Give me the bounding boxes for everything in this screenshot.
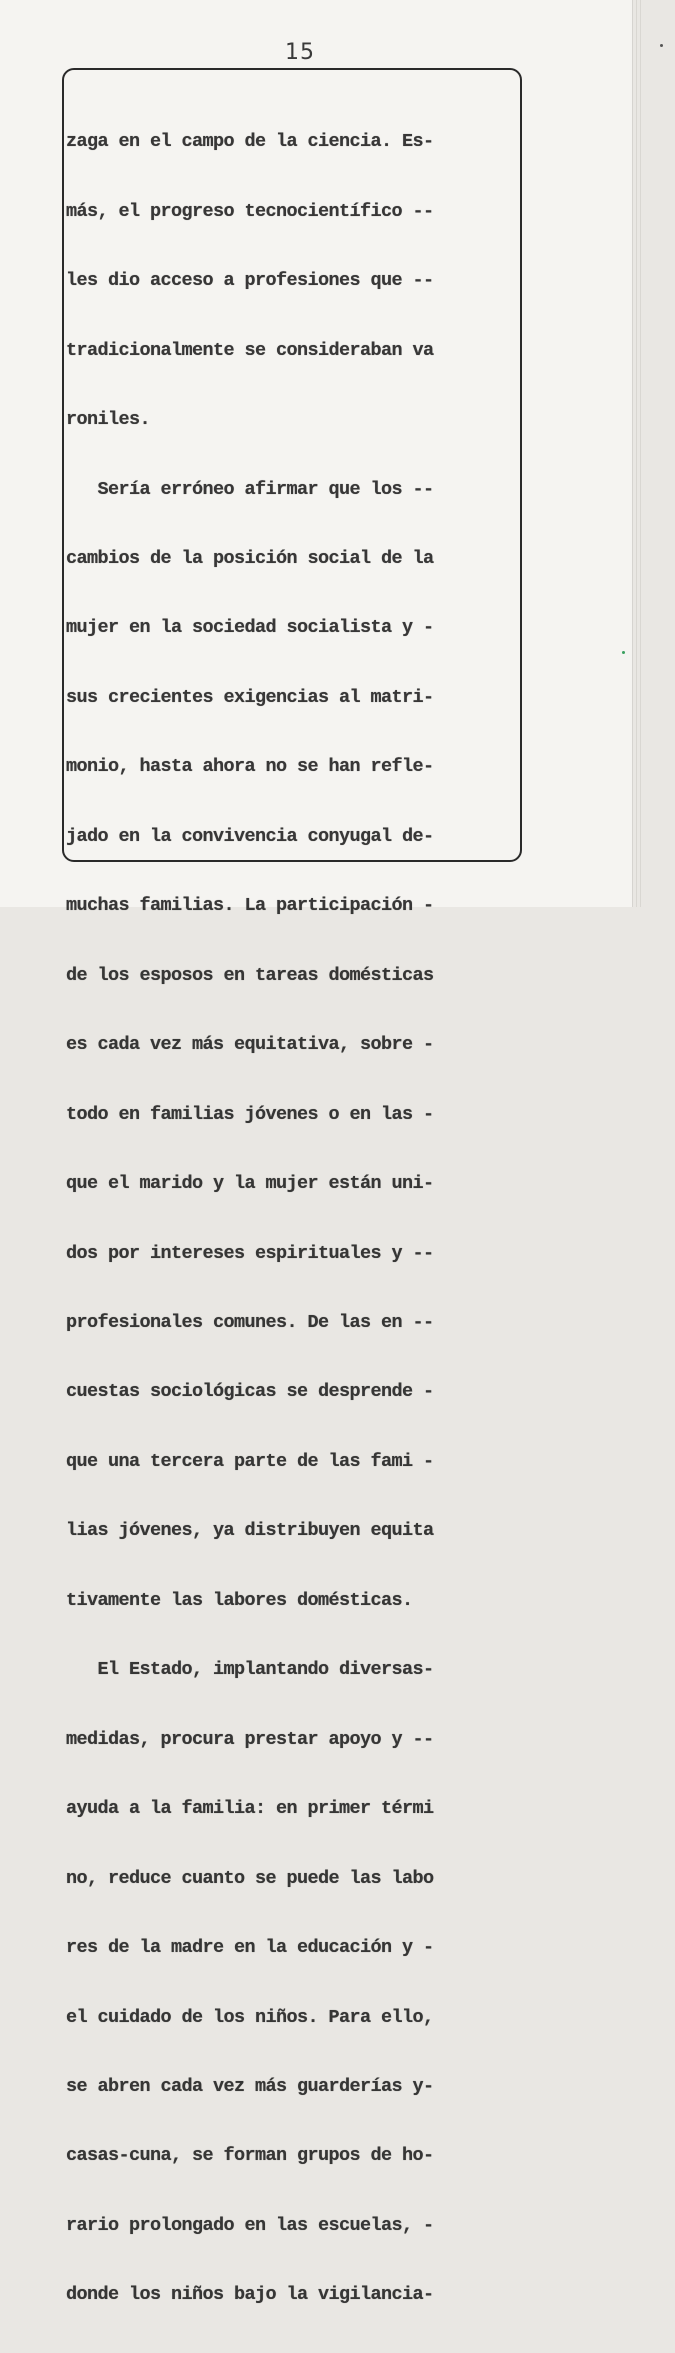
text-line: todo en familias jóvenes o en las -: [66, 1103, 434, 1125]
text-line: lias jóvenes, ya distribuyen equita: [66, 1520, 434, 1542]
text-line: se abren cada vez más guarderías y-: [66, 2076, 434, 2097]
text-line: dos por intereses espirituales y --: [66, 1242, 434, 1264]
text-line: tivamente las labores domésticas.: [66, 1589, 413, 1611]
text-line: res de la madre en la educación y -: [66, 1937, 434, 1959]
text-line: es cada vez más equitativa, sobre -: [66, 1034, 434, 1056]
text-line: que una tercera parte de las fami -: [66, 1450, 434, 1472]
text-line: muchas familias. La participación -: [66, 895, 434, 917]
text-line: cambios de la posición social de la: [66, 548, 434, 570]
ink-speck: [660, 44, 663, 47]
text-line: profesionales comunes. De las en --: [66, 1312, 434, 1334]
text-line: ayuda a la familia: en primer térmi: [66, 1798, 434, 1820]
text-line: Sería erróneo afirmar que los --: [66, 478, 434, 500]
text-line: zaga en el campo de la ciencia. Es-: [66, 131, 434, 153]
text-line: rario prolongado en las escuelas, -: [66, 2214, 434, 2236]
text-line: jado en la convivencia conyugal de-: [66, 825, 434, 847]
ink-speck: [622, 651, 625, 654]
text-line: mujer en la sociedad socialista y -: [66, 617, 434, 639]
text-line: medidas, procura prestar apoyo y --: [66, 1728, 434, 1750]
text-line: cuestas sociológicas se desprende -: [66, 1381, 434, 1403]
text-line: que el marido y la mujer están uni-: [66, 1173, 434, 1195]
text-line: monio, hasta ahora no se han refle-: [66, 756, 434, 778]
text-line: les dio acceso a profesiones que --: [66, 270, 434, 292]
text-line: de los esposos en tareas domésticas: [66, 964, 434, 986]
text-line: donde los niños bajo la vigilancia-: [66, 2284, 434, 2306]
typewritten-text: [66, 84, 528, 2353]
text-line: el cuidado de los niños. Para ello,: [66, 2006, 434, 2028]
text-line: sus crecientes exigencias al matri-: [66, 686, 434, 708]
text-line: roniles.: [66, 409, 151, 431]
page-number: 15: [285, 40, 315, 65]
text-line: casas-cuna, se forman grupos de ho-: [66, 2145, 434, 2167]
text-line: no, reduce cuanto se puede las labo: [66, 1867, 434, 1889]
text-line: más, el progreso tecnocientífico --: [66, 200, 434, 222]
text-line: tradicionalmente se consideraban va: [66, 339, 434, 361]
text-line: El Estado, implantando diversas-: [66, 1659, 434, 1681]
